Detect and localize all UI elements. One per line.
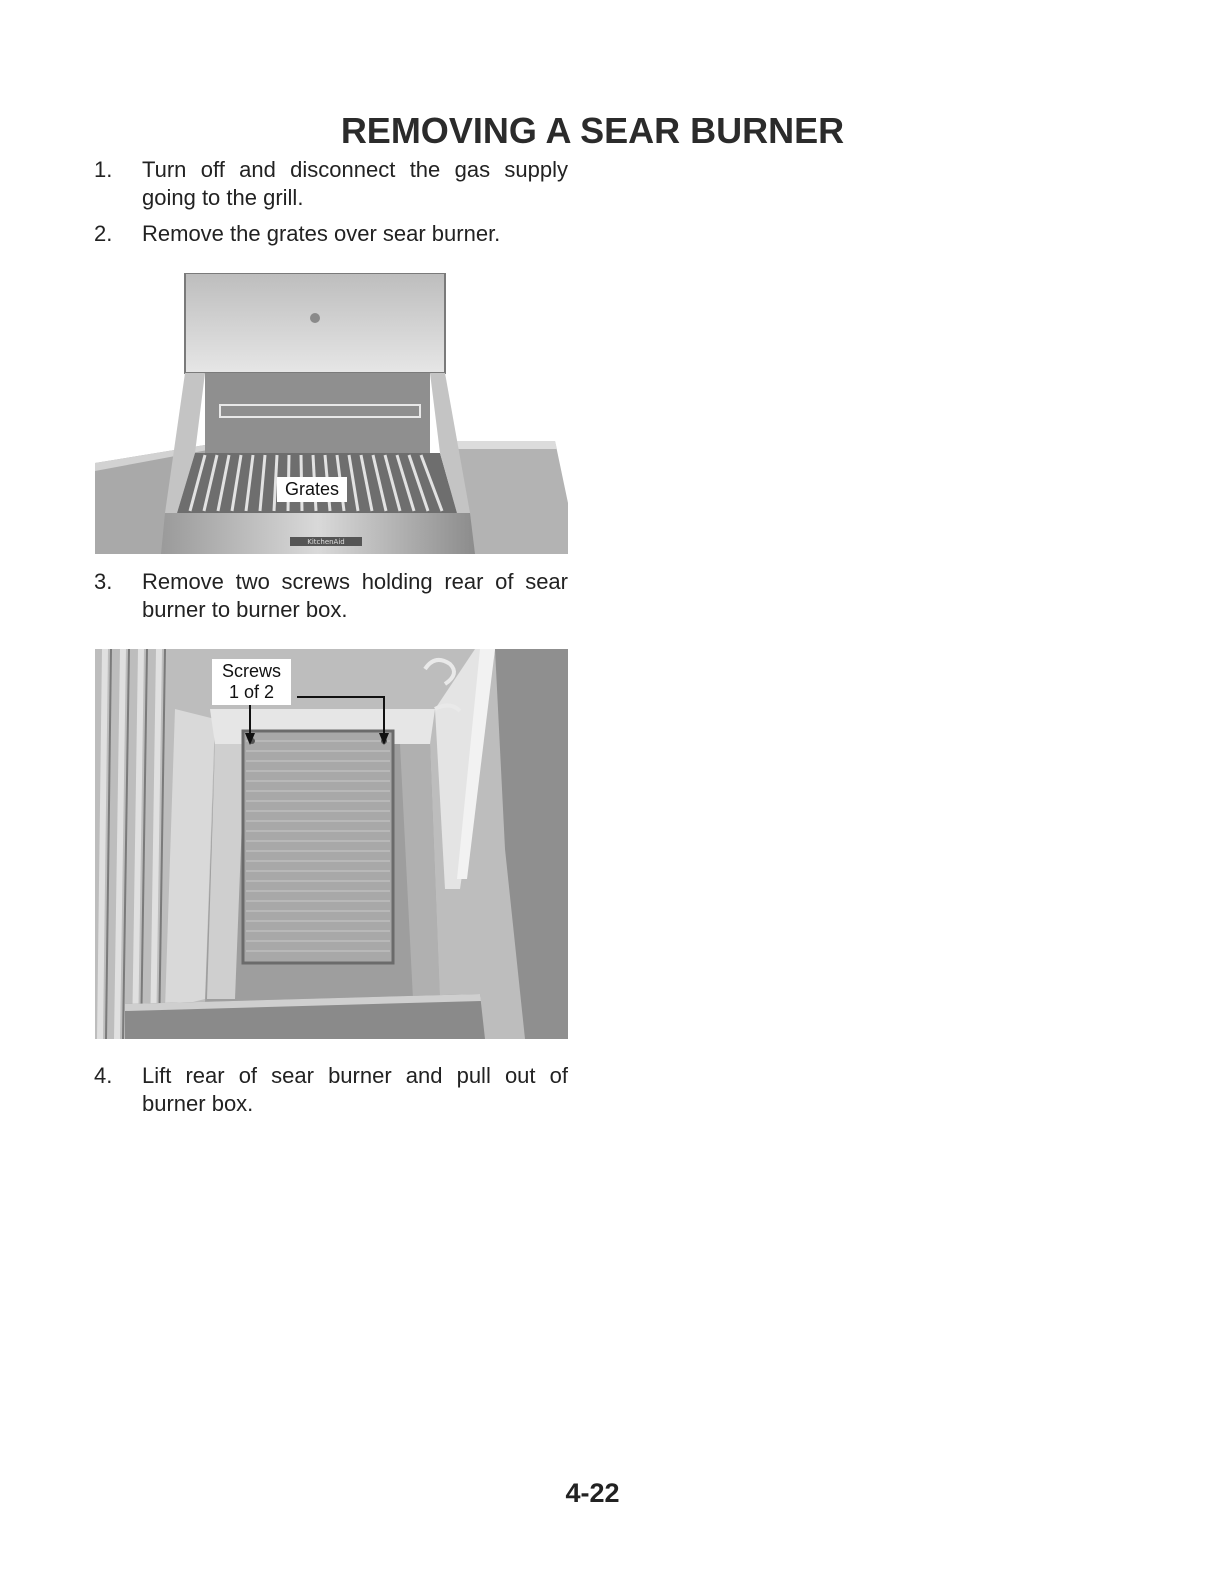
step-number: 4. — [94, 1063, 113, 1088]
step-text: Remove two screws holding rear of sear burner to burner box. — [142, 569, 568, 622]
step-1 — [94, 156, 568, 212]
step-number: 3. — [94, 569, 113, 594]
burner-illustration — [95, 649, 568, 1039]
step-text: Remove the grates over sear burner. — [142, 221, 501, 246]
screws-callout-line1: Screws — [222, 661, 282, 681]
screws-callout — [212, 659, 291, 705]
step-number: 2. — [94, 221, 113, 246]
step-2 — [94, 220, 568, 248]
page-title: REMOVING A SEAR BURNER — [340, 110, 845, 151]
page-number: 4-22 — [565, 1478, 620, 1508]
burner-photo — [95, 649, 568, 1039]
brand-logo: KitchenAid — [307, 538, 345, 546]
step-text: Lift rear of sear burner and pull out of burner box. — [142, 1063, 568, 1116]
step-text: Turn off and disconnect the gas supply going to the grill. — [142, 157, 568, 210]
step-3 — [94, 568, 568, 624]
screws-callout-line2: 1 of 2 — [228, 682, 275, 702]
step-4 — [94, 1062, 568, 1118]
grill-illustration — [95, 273, 568, 554]
grates-callout: Grates — [277, 477, 347, 502]
step-number: 1. — [94, 157, 113, 182]
grill-photo — [95, 273, 568, 554]
